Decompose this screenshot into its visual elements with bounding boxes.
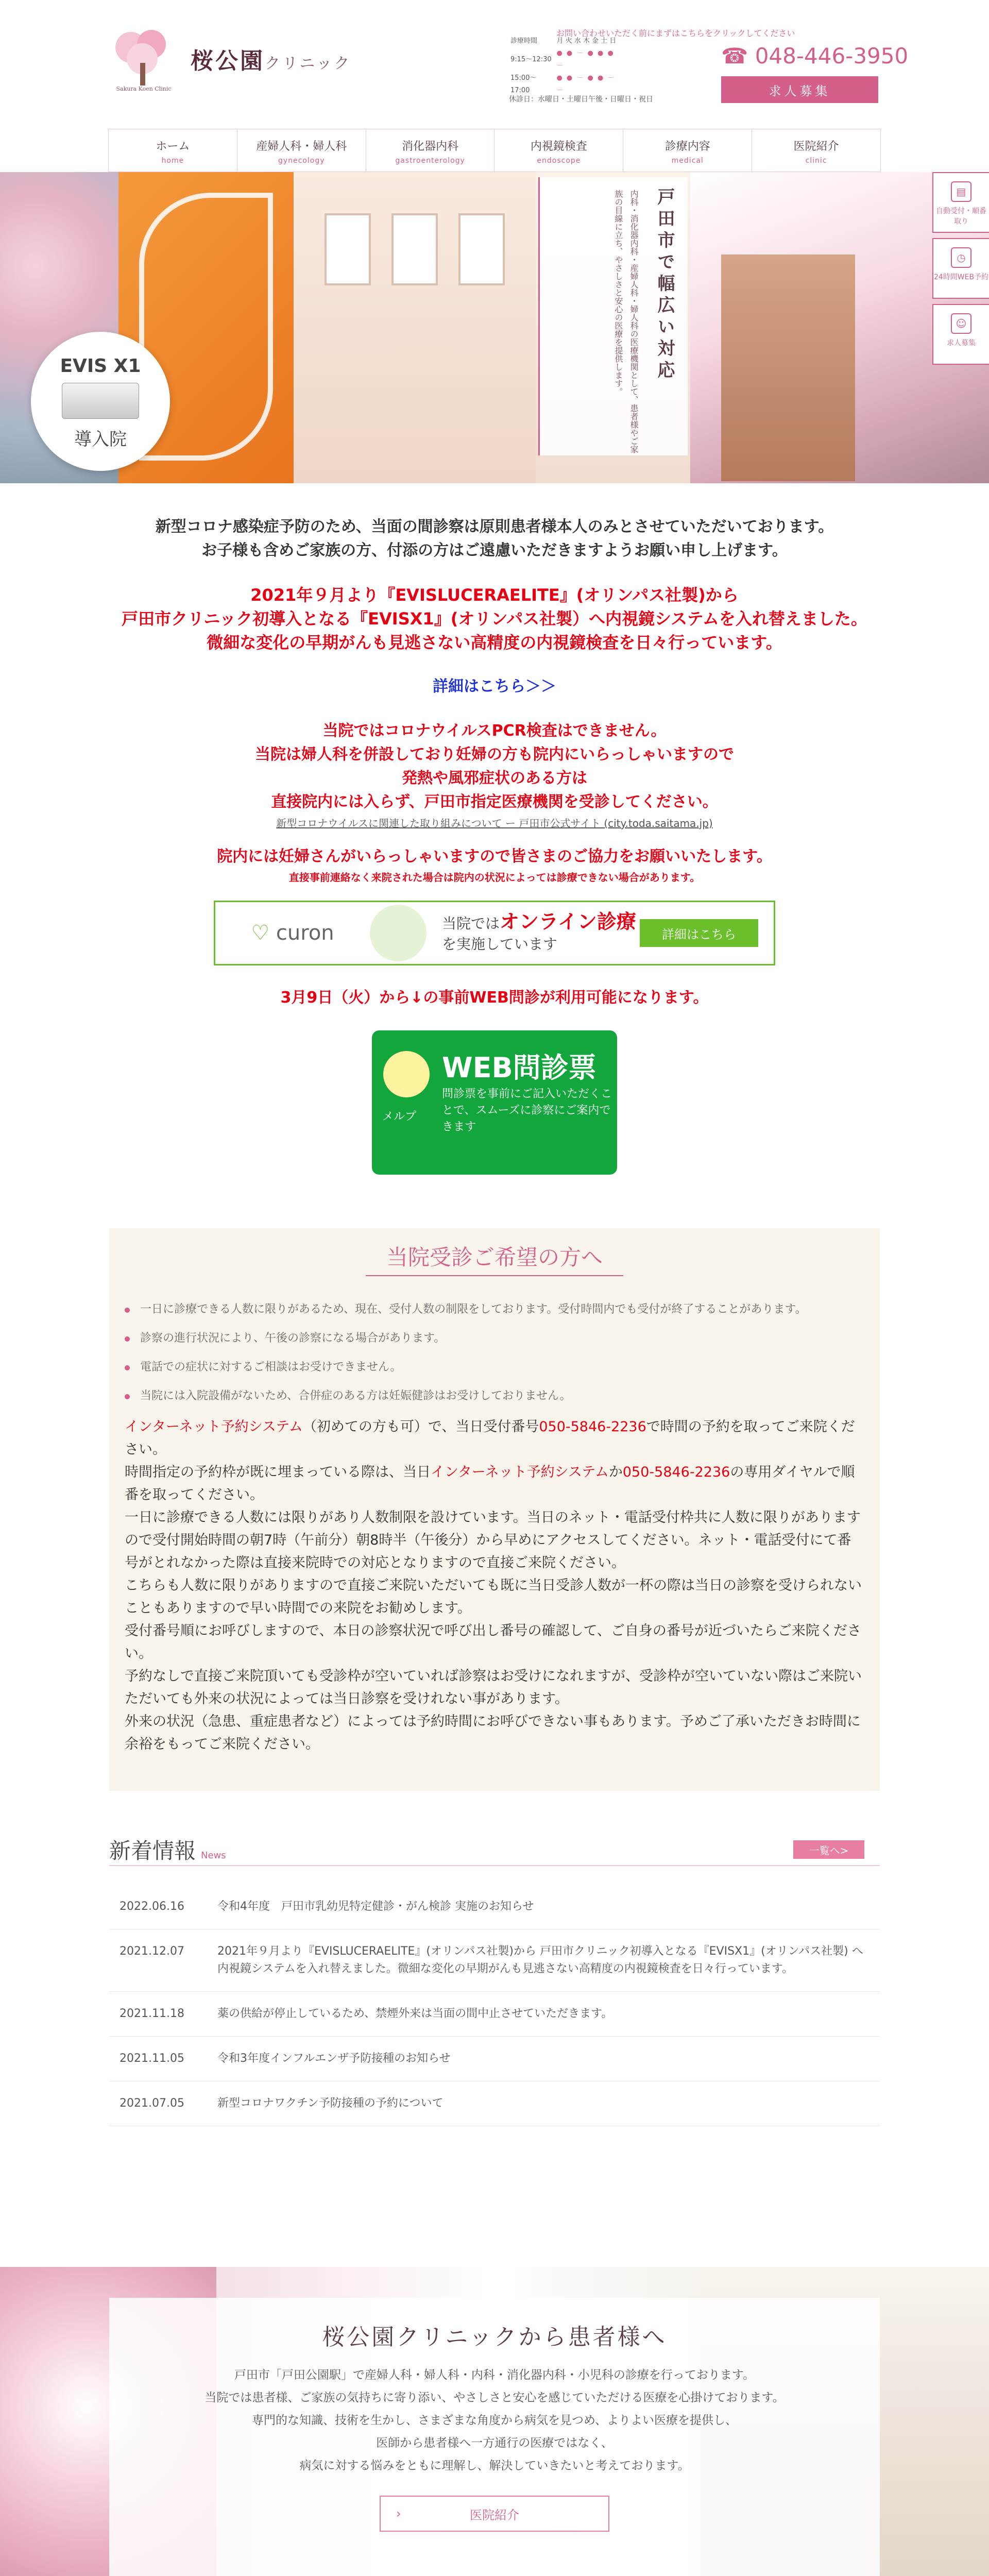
message-line: 病気に対する悩みをともに理解し、解決していきたいと考えております。	[299, 2459, 690, 2472]
news-item[interactable]	[109, 2081, 880, 2126]
melp-label: メルプ	[382, 1110, 417, 1123]
phone-icon: ☎	[721, 43, 748, 69]
pcr-notice-line-1: 当院ではコロナウイルスPCR検査はできません。	[322, 722, 667, 740]
pregnant-notice-small: 直接事前連絡なく来院された場合は院内の状況によっては診療できない場合があります。	[288, 871, 701, 884]
doctor-icon	[370, 905, 427, 961]
curon-details-button[interactable]: 詳細はこちら	[640, 919, 758, 947]
pcr-notice-line-4: 直接院内には入らず、戸田市指定医療機関を受診してください。	[271, 793, 718, 811]
web-questionnaire-title: WEB問診票	[442, 1052, 596, 1084]
news-more-button[interactable]: 一覧へ>	[793, 1840, 864, 1859]
news-date: 2021.11.05	[120, 2052, 184, 2065]
evis-label: EVIS X1	[60, 355, 141, 377]
details-link[interactable]: 詳細はこちら＞＞	[433, 677, 556, 696]
evis-badge	[31, 332, 170, 471]
clock-icon: ◷	[951, 247, 971, 268]
notice-section	[0, 515, 989, 1175]
list-item: 電話での症状に対するご相談はお受けできません。	[125, 1357, 864, 1378]
patient-info-body	[125, 1416, 864, 1756]
news-item[interactable]	[109, 1929, 880, 1992]
site-header	[0, 0, 989, 129]
pcr-notice-line-2: 当院は婦人科を併設しており妊婦の方も院内にいらっしゃいますので	[255, 745, 734, 764]
heart-icon: ♡	[251, 921, 270, 945]
hero-banner	[0, 172, 989, 483]
nav-gastro-en: gastroenterology	[395, 157, 465, 165]
news-item[interactable]	[109, 2037, 880, 2081]
curon-message	[427, 911, 640, 955]
hours-afternoon: 15:00～17:00	[510, 74, 537, 94]
main-nav	[108, 129, 881, 172]
news-date: 2021.07.05	[120, 2097, 184, 2110]
melp-mascot-icon	[383, 1051, 430, 1097]
web-questionnaire-desc: 問診票を事前にご記入いただくことで、スムーズに診察にご案内できます	[442, 1088, 612, 1133]
info-text: か	[608, 1464, 623, 1480]
closed-days: 休診日：水曜日・土曜日午後・日曜日・祝日	[509, 95, 653, 104]
news-date: 2021.12.07	[120, 1945, 184, 1958]
patient-info-list	[125, 1299, 864, 1406]
nav-clinic[interactable]	[752, 129, 881, 172]
curon-highlight: オンライン診療	[500, 910, 636, 933]
clinic-name-suffix: クリニック	[265, 55, 352, 73]
side-recruit-button[interactable]	[932, 304, 989, 365]
hours-morning-dots: ● ● － ● ● ● －	[556, 49, 615, 70]
covid-notice-line-2: お子様も含めご家族の方、付添の方はご遠慮いただきますようお願い申し上げます。	[201, 541, 788, 560]
window-decoration	[391, 213, 438, 285]
phone-number[interactable]	[721, 43, 908, 69]
patient-info-box	[109, 1228, 880, 1791]
clinic-message-text	[109, 2364, 880, 2477]
news-section	[109, 1834, 880, 2126]
clinic-hours	[509, 35, 622, 97]
sakura-tree-logo-icon[interactable]	[110, 27, 177, 93]
news-title: 新着情報	[109, 1838, 196, 1863]
chevron-right-icon: ›	[396, 2506, 401, 2521]
info-paragraph-2	[125, 1461, 864, 1506]
nav-medical[interactable]	[623, 129, 752, 172]
curon-pre: 当院では	[442, 915, 500, 932]
recruit-button[interactable]: 求人募集	[721, 76, 878, 103]
person-icon: ☺	[951, 313, 971, 334]
nav-gynecology[interactable]	[237, 129, 366, 172]
clinic-intro-button[interactable]	[380, 2496, 609, 2532]
info-paragraph-7: 外来の状況（急患、重症患者など）によっては予約時間にお呼びできない事もあります。予めご了承いただきお時間に余裕をもってご来院ください。	[125, 1714, 861, 1752]
curon-online-banner[interactable]	[214, 901, 775, 965]
nav-gynecology-label: 産婦人科・婦人科	[256, 140, 347, 153]
nav-medical-en: medical	[671, 157, 704, 165]
side-recruit-label: 求人募集	[947, 339, 976, 347]
news-text: 令和4年度 戸田市乳幼児特定健診・がん検診 実施のお知らせ	[217, 1900, 534, 1913]
hero-message	[538, 177, 688, 455]
web-questionnaire-notice: 3月9日（火）から↓の事前WEB問診が利用可能になります。	[280, 989, 709, 1007]
evis-sub: 導入院	[74, 429, 127, 450]
evis-notice-line-1: 2021年９月より『EVISLUCERAELITE』(オリンパス社製)から	[250, 585, 739, 605]
evis-notice-line-2: 戸田市クリニック初導入となる『EVISX1』(オリンパス社製）へ内視鏡システムを入れ替えました。	[122, 609, 867, 629]
patient-info-title	[109, 1241, 880, 1272]
hours-morning: 9:15～12:30	[510, 56, 552, 63]
evis-notice-line-3: 微細な変化の早期がんも見逃さない高精度の内視鏡検査を日々行っています。	[207, 633, 782, 652]
news-text: 薬の供給が停止しているため、禁煙外来は当面の間中止させていただきます。	[217, 2007, 613, 2020]
message-line: 戸田市「戸田公園駅」で産婦人科・婦人科・内科・消化器内科・小児科の診療を行っております。	[234, 2368, 755, 2382]
reservation-phone-link[interactable]: 050-5846-2236	[539, 1419, 646, 1435]
message-line: 当院では患者様、ご家族の気持ちに寄り添い、やさしさと安心を感じていただける医療を心掛けております。	[204, 2391, 785, 2404]
nav-medical-label: 診療内容	[664, 140, 710, 153]
hero-headline: 戸田市で幅広い対応	[654, 188, 675, 382]
window-decoration	[458, 213, 505, 285]
news-header	[109, 1834, 880, 1866]
contact-notice-link[interactable]: お問い合わせいただく前にまずはこちらをクリックしてください	[556, 28, 795, 38]
info-text: の専用ダイヤルで順番を取ってください。	[125, 1464, 855, 1503]
info-paragraph-4: こちらも人数に限りがありますので直接ご来院いただいても既に当日受診人数が一杯の際は当日の診察を受けられないこともありますので早い時間での来院をお勧めします。	[125, 1578, 862, 1616]
curon-post: を実施しています	[442, 936, 558, 953]
info-text: で時間の予約を取ってご来院ください。	[125, 1419, 855, 1458]
news-text: 令和3年度インフルエンザ予防接種のお知らせ	[217, 2052, 451, 2065]
side-web-reserve-button[interactable]	[932, 238, 989, 299]
clinic-name[interactable]	[191, 42, 351, 75]
side-reception-label: 自動受付・順番取り	[936, 207, 986, 226]
phone-text: 048-446-3950	[755, 43, 909, 69]
reservation-phone-link[interactable]: 050-5846-2236	[622, 1464, 730, 1480]
list-item: 診察の進行状況により、午後の診察になる場合があります。	[125, 1328, 864, 1349]
nav-home[interactable]	[108, 129, 237, 172]
logo-alt-text: Sakura Koen Clinic	[116, 86, 172, 92]
curon-logo-text: curon	[276, 921, 334, 945]
nav-gastroenterology[interactable]	[366, 129, 495, 172]
internet-reservation-link[interactable]: インターネット予約システム	[431, 1464, 609, 1480]
hours-afternoon-dots: ● ● － ● ● － －	[556, 74, 616, 94]
news-text: 2021年９月より『EVISLUCERAELITE』(オリンパス社製)から 戸田市クリニック初導入となる『EVISX1』(オリンパス社製) へ内視鏡システムを入れ替えました。微細な変化の早期がんも見逃さない高精度の内視鏡検査を日々行っています。	[217, 1945, 863, 1975]
patient-info-title-text: 当院受診ご希望の方へ	[366, 1245, 623, 1276]
clinic-message-title: 桜公園クリニックから患者様へ	[322, 2324, 667, 2350]
nav-home-en: home	[161, 157, 184, 165]
hours-days: 月 火 水 木 金 土 日	[556, 37, 617, 45]
info-text: （初めての方も可）で、当日受付番号	[302, 1419, 539, 1435]
web-questionnaire-button[interactable]	[372, 1030, 617, 1175]
curon-logo	[215, 921, 370, 945]
hero-room-photo	[294, 172, 536, 483]
info-paragraph-3: 一日に診療できる人数には限りがあり人数制限を設けています。当日のネット・電話受付枠共に人数に限りがありますので受付開始時間の朝7時（午前分）朝8時半（午後分）から早めにアクセスしてください。ネット・電話受付にて番号がとれなかった際は直接来院時での対応となりますので直接ご来院ください。	[125, 1510, 861, 1571]
news-date: 2021.11.18	[120, 2007, 184, 2020]
list-item: 当院には入院設備がないため、合併症のある方は妊娠健診はお受けしておりません。	[125, 1386, 864, 1406]
hero-description: 内科・消化器内科・産婦人科・婦人科の医療機関として、患者様やご家族の目線に立ち、やさしさと安心の医療を提供します。	[613, 190, 639, 453]
info-paragraph-1	[125, 1416, 864, 1461]
pregnant-notice: 院内には妊婦さんがいらっしゃいますので皆さまのご協力をお願いいたします。	[217, 848, 772, 866]
internet-reservation-link[interactable]: インターネット予約システム	[125, 1419, 303, 1435]
nav-clinic-label: 医院紹介	[793, 140, 839, 153]
side-floating-menu	[932, 172, 989, 370]
message-line: 専門的な知識、技術を生かし、さまざまな角度から病気を見つめ、よりよい医療を提供し、	[251, 2414, 738, 2427]
pcr-notice-line-3: 発熱や風邪症状のある方は	[402, 769, 587, 787]
clinic-name-main: 桜公園	[191, 48, 265, 74]
nav-endoscope-label: 内視鏡検査	[530, 140, 587, 153]
news-date: 2022.06.16	[120, 1900, 184, 1913]
news-text: 新型コロナワクチン予防接種の予約について	[217, 2097, 444, 2110]
side-reception-button[interactable]	[932, 172, 989, 233]
nav-home-label: ホーム	[156, 140, 190, 153]
clipboard-icon: ▤	[951, 181, 971, 202]
news-item[interactable]	[109, 1885, 880, 1929]
news-list	[109, 1885, 880, 2126]
news-title-en: News	[201, 1850, 226, 1861]
news-item[interactable]	[109, 1992, 880, 2037]
info-text: 時間指定の予約枠が既に埋まっている際は、当日	[125, 1464, 431, 1480]
list-item: 一日に診療できる人数に限りがあるため、現在、受付人数の制限をしております。受付時間内でも受付が終了することがあります。	[125, 1299, 864, 1320]
nav-endoscope[interactable]	[494, 129, 623, 172]
info-paragraph-5: 受付番号順にお呼びしますので、本日の診察状況で呼び出し番号の確認して、ご自身の番号が近づいたらご来院ください。	[125, 1623, 861, 1662]
clinic-message-section	[0, 2267, 989, 2576]
window-decoration	[325, 213, 371, 285]
hours-label: 診療時間	[510, 37, 538, 45]
clinic-intro-label: 医院紹介	[470, 2507, 519, 2522]
nav-gastro-label: 消化器内科	[402, 140, 459, 153]
covid-notice-line-1: 新型コロナ感染症予防のため、当面の間診察は原則患者様本人のみとさせていただいております。	[155, 518, 834, 536]
info-paragraph-6: 予約なしで直接ご来院頂いても受診枠が空いていれば診察はお受けになれますが、受診枠が空いていない際はご来院いただいても外来の状況によっては当日診察を受けれない事があります。	[125, 1668, 862, 1707]
toda-city-link[interactable]: 新型コロナウイルスに関連した取り組みについて ー 戸田市公式サイト (city.toda.saitama.jp)	[276, 817, 713, 829]
message-line: 医師から患者様へ一方通行の医療ではなく、	[376, 2436, 613, 2450]
hero-building-photo	[721, 255, 855, 481]
side-web-reserve-label: 24時間WEB予約	[933, 273, 989, 281]
endoscope-device-icon	[62, 383, 139, 419]
clinic-message-panel	[109, 2298, 880, 2576]
nav-clinic-en: clinic	[805, 157, 827, 165]
nav-gynecology-en: gynecology	[278, 157, 325, 165]
nav-endoscope-en: endoscope	[537, 157, 581, 165]
